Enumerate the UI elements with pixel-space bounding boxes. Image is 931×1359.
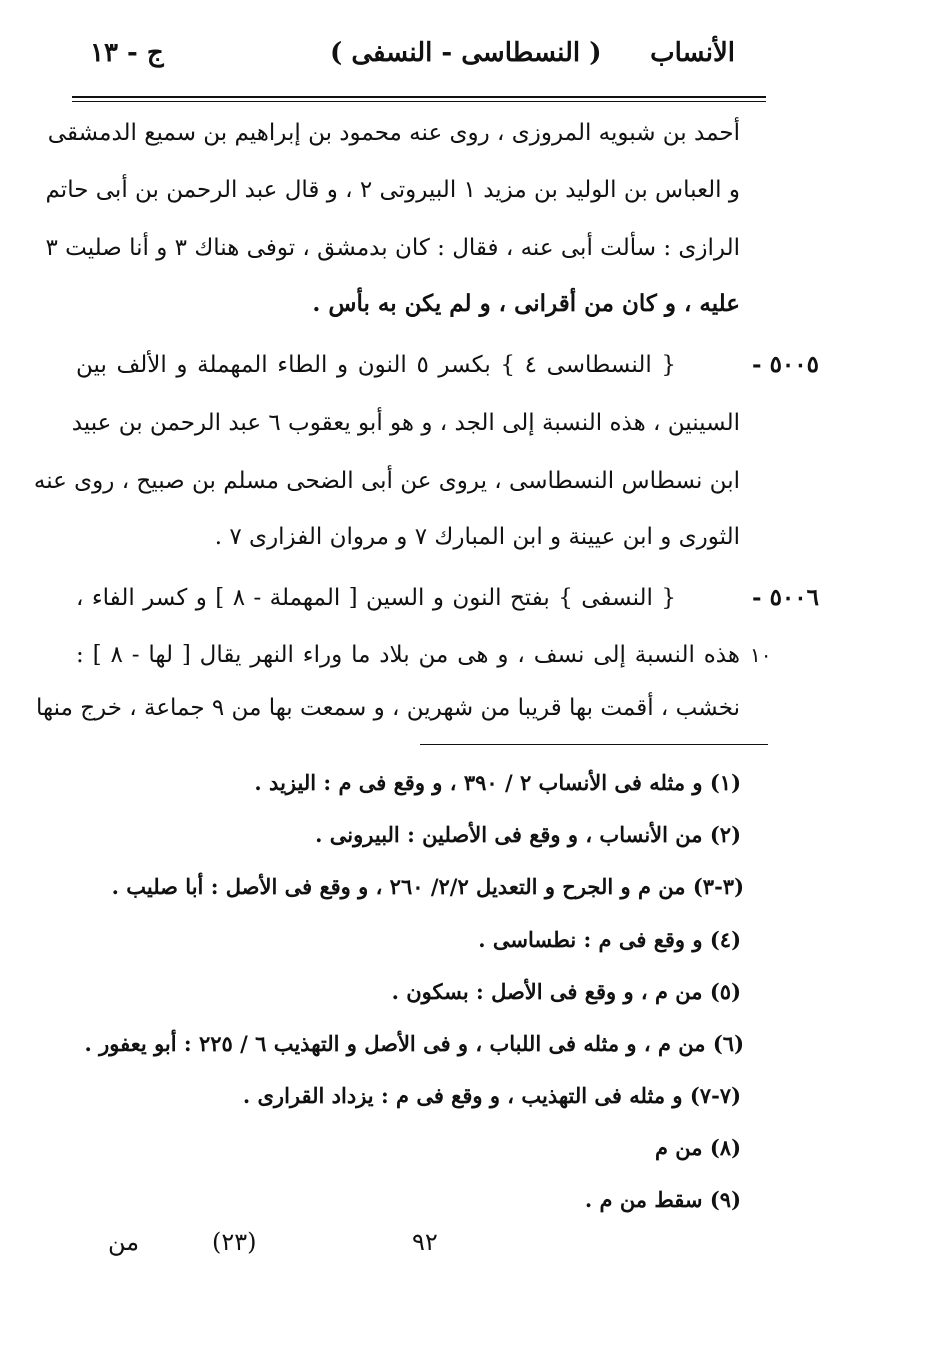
header-center: ( النسطاسى - النسفى ): [330, 38, 602, 68]
footnote: (٨) من م: [654, 1135, 741, 1160]
body-line: أحمد بن شبويه المروزى ، روى عنه محمود بن إبراهيم بن سميع الدمشقى: [47, 120, 740, 146]
footnote: (٣-٣) من م و الجرح و التعديل ٢/٢/ ٢٦٠ ، و وقع فى الأصل : أبا صليب .: [111, 874, 744, 899]
footnote: (١) و مثله فى الأنساب ٢ / ٣٩٠ ، و وقع فى م : اليزيد .: [254, 770, 741, 795]
page-number: ٩٢: [412, 1228, 438, 1256]
body-line: { النسفى } بفتح النون و السين [ المهملة - ٨ ] و كسر الفاء ،: [76, 585, 676, 611]
body-line: { النسطاسى ٤ } بكسر ٥ النون و الطاء المهملة و الألف بين: [76, 352, 676, 378]
line-marker: ١٠: [750, 643, 772, 667]
body-line: عليه ، و كان من أقرانى ، و لم يكن به بأس .: [312, 290, 740, 317]
header-title: الأنساب: [650, 38, 735, 68]
entry-number: ٥٠٠٥ -: [752, 351, 819, 378]
body-line: هذه النسبة إلى نسف ، و هى من بلاد ما وراء النهر يقال [ لها - ٨ ] :: [76, 642, 740, 668]
body-line: الثورى و ابن عيينة و ابن المبارك ٧ و مروان الفزارى ٧ .: [214, 524, 740, 550]
header-volume: ج - ١٣: [90, 38, 164, 68]
entry-number: ٥٠٠٦ -: [752, 584, 819, 611]
catchword: من: [108, 1228, 140, 1256]
header-rule: [72, 96, 766, 98]
signature-mark: (٢٣): [212, 1228, 257, 1256]
body-line: السينين ، هذه النسبة إلى الجد ، و هو أبو يعقوب ٦ عبد الرحمن بن عبيد: [71, 410, 740, 436]
footnote: (٢) من الأنساب ، و وقع فى الأصلين : البيرونى .: [315, 822, 741, 847]
footnote-separator: [420, 744, 768, 745]
footnote: (٤) و وقع فى م : نطساسى .: [478, 927, 741, 952]
body-line: الرازى : سألت أبى عنه ، فقال : كان بدمشق ، توفى هناك ٣ و أنا صليت ٣: [45, 235, 740, 261]
footnote: (٧-٧) و مثله فى التهذيب ، و وقع فى م : يزداد القرارى .: [242, 1083, 741, 1108]
body-line: ابن نسطاس النسطاسى ، يروى عن أبى الضحى مسلم بن صبيح ، روى عنه: [33, 468, 740, 494]
footnote: (٩) سقط من م .: [584, 1187, 741, 1212]
footnote: (٥) من م ، و وقع فى الأصل : بسكون .: [391, 979, 741, 1004]
body-line: نخشب ، أقمت بها قريبا من شهرين ، و سمعت بها من ٩ جماعة ، خرج منها: [36, 695, 740, 721]
body-line: و العباس بن الوليد بن مزيد ١ البيروتى ٢ ، و قال عبد الرحمن بن أبى حاتم: [45, 177, 740, 203]
header-rule-thin: [72, 101, 766, 102]
footnote: (٦) من م ، و مثله فى اللباب ، و فى الأصل و التهذيب ٦ / ٢٢٥ : أبو يعفور .: [84, 1031, 744, 1056]
